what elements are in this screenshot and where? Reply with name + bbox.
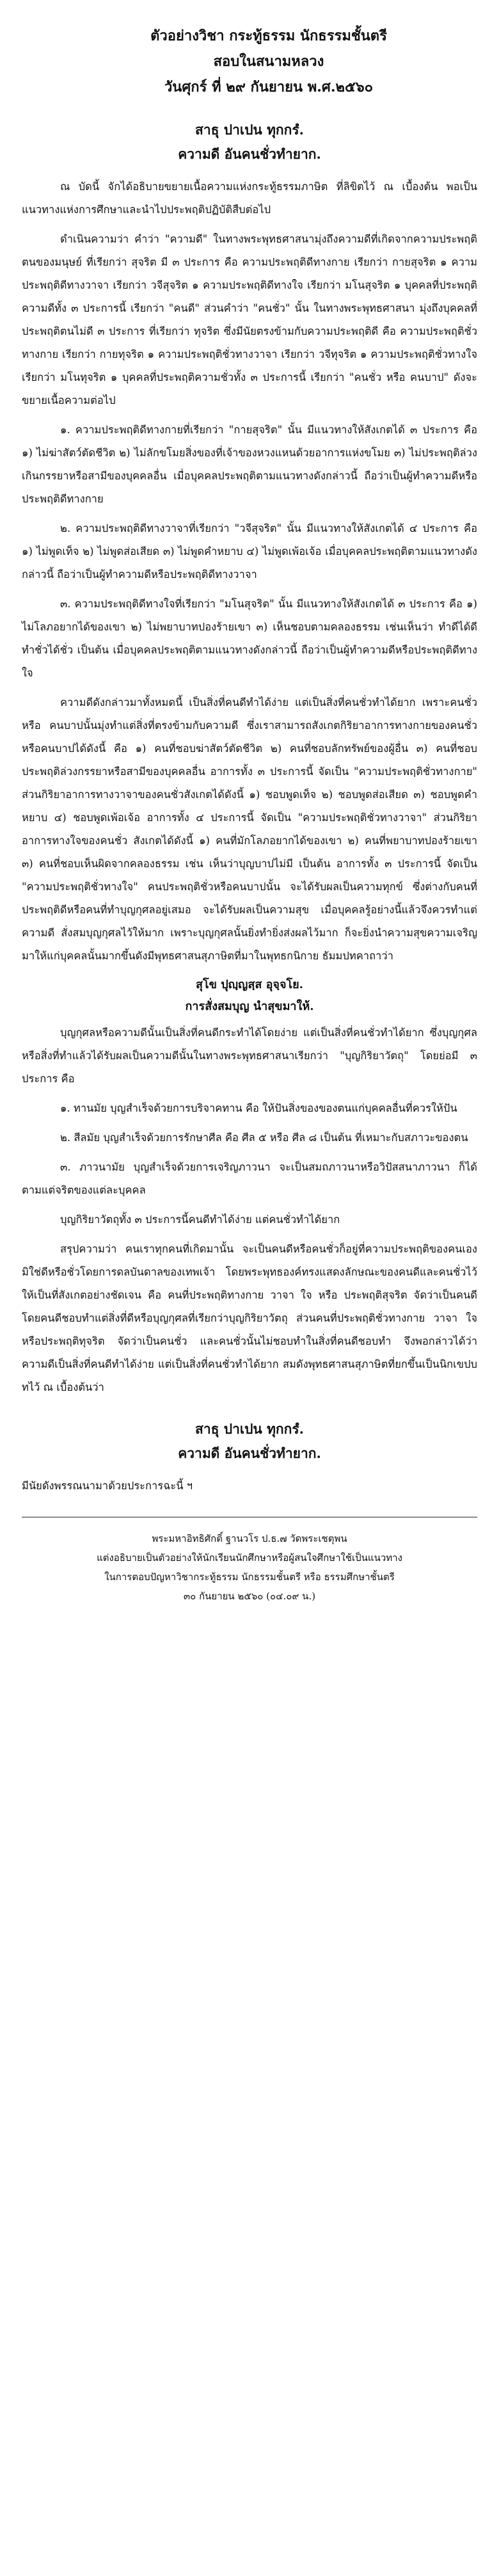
motto-translation: การสั่งสมบุญ นำสุขมาให้.: [185, 1000, 314, 1013]
body-part-2: [22, 1021, 477, 1399]
paragraph: ๓. ภาวนามัย บุญสำเร็จด้วยการเจริญภาวนา จะเป็นสมถภาวนาหรือวิปัสสนาภาวนา ก็ได้ ตามแต่จริตของแต่ละบุคคล: [22, 1161, 477, 1196]
paragraph: บุญกุศลหรือความดีนั้นเป็นสิ่งที่คนดีกระทำได้โดยง่าย แต่เป็นสิ่งที่คนชั่วทำได้ยาก ซึ่งบุญกุศลหรือสิ่งที่ทำแล้วได้รับผลเป็นความดีนั้นในทางพระพุทธศาสนาเรียกว่า "บุญกิริยาวัตถุ" โดยย่อมี ๓ ประการ คือ: [22, 1027, 477, 1085]
body-part-1: [22, 175, 477, 968]
paragraph: สรุปความว่า คนเราทุกคนที่เกิดมานั้น จะเป็นคนดีหรือคนชั่วก็อยู่ที่ความประพฤติของคนเอง มิใช่ดีหรือชั่วโดยการดลบันดาลของเทพเจ้า โดยพระพุทธองค์ทรงแสดงลักษณะของคนดีและคนชั่วไว้ให้เป็นที่สังเกตอย่างชัดเจน คือ คนที่ประพฤติทางกาย วาจา ใจ หรือ ประพฤติสุจริต จัดว่าเป็นคนดี โดยคนดีชอบทำแต่สิ่งที่ดีหรือบุญกุศลที่เรียกว่าบุญกิริยาวัตถุ ส่วนคนที่ประพฤติชั่วทางกาย วาจา ใจ หรือประพฤติทุจริต จัดว่าเป็นคนชั่ว และคนชั่วนั้นไม่ชอบทำในสิ่งที่คนดีชอบทำ จึงพอกล่าวได้ว่า ความดีเป็นสิ่งที่คนดีทำได้ง่าย แต่เป็นสิ่งที่คนชั่วทำได้ยาก สมดังพุทธศาสนสุภาษิตที่ยกขึ้นเป็นนิกเขปบทไว้ ณ เบื้องต้นว่า: [22, 1243, 477, 1393]
opening-translation: ความดี อันคนชั่วทำยาก.: [178, 146, 321, 162]
author-purpose-2: ในการตอบปัญหาวิชากระทู้ธรรม นักธรรมชั้นตรี หรือ ธรรมศึกษาชั้นตรี: [104, 1571, 395, 1583]
exam-venue: สอบในสนามหลวง: [213, 53, 324, 70]
closing-note: มีนัยดังพรรณนามาด้วยประการฉะนี้ ฯ: [22, 1480, 193, 1492]
paragraph: ดำเนินความว่า คำว่า "ความดี" ในทางพระพุทธศาสนามุ่งถึงความดีที่เกิดจากความประพฤติตนของมนุษย์ ที่เรียกว่า สุจริต มี ๓ ประการ คือ ความประพฤติดีทางกาย เรียกว่า กายสุจริต ๑ ความประพฤติดีทางวาจา เรียกว่า วจีสุจริต ๑ ความประพฤติดีทางใจ เรียกว่า มโนสุจริต ๑ บุคคลที่ประพฤติความดีทั้ง ๓ ประการนี้ เรียกว่า "คนดี" ส่วนคำว่า "คนชั่ว" นั้น ในทางพระพุทธศาสนา มุ่งถึงบุคคลที่ประพฤติตนไม่ดี ๓ ประการ ที่เรียกว่า ทุจริต ซึ่งมีนัยตรงข้ามกับความประพฤติดี คือ ความประพฤติชั่วทางกาย เรียกว่า กายทุจริต ๑ ความประพฤติชั่วทางวาจา เรียกว่า วจีทุจริต ๑ ความประพฤติชั่วทางใจ เรียกว่า มโนทุจริต ๑ บุคคลที่ประพฤติความชั่วทั้ง ๓ ประการนี้ เรียกว่า "คนชั่ว หรือ คนบาป" ดังจะขยายเนื้อความต่อไป: [22, 233, 477, 406]
closing-translation: ความดี อันคนชั่วทำยาก.: [178, 1445, 321, 1461]
paragraph: บุญกิริยาวัตถุทั้ง ๓ ประการนี้คนดีทำได้ง่าย แต่คนชั่วทำได้ยาก: [60, 1213, 340, 1226]
opening-verse: สาธุ ปาเปน ทุกกรํ.: [195, 122, 304, 138]
closing-verse-block: [22, 1417, 477, 1466]
author-name: พระมหาอิทธิศักดิ์ ฐานวโร ป.ธ.๗ วัดพระเชตุพน: [152, 1533, 347, 1544]
paragraph: ณ บัดนี้ จักได้อธิบายขยายเนื้อความแห่งกระทู้ธรรมภาษิต ที่ลิขิตไว้ ณ เบื้องต้น พอเป็นแนวทางแห่งการศึกษาและนำไปประพฤติปฏิบัติสืบต่อไป: [22, 180, 477, 216]
motto-block: [22, 974, 477, 1018]
paragraph: ๓. ความประพฤติดีทางใจที่เรียกว่า "มโนสุจริต" นั้น มีแนวทางให้สังเกตได้ ๓ ประการ คือ ๑) ไม่โลภอยากได้ของเขา ๒) ไม่พยาบาทปองร้ายเขา ๓) เห็นชอบตามคลองธรรม เช่นเห็นว่า ทำดีได้ดี ทำชั่วได้ชั่ว เป็นต้น เมื่อบุคคลประพฤติตามแนวทางดังกล่าวนี้ ถือว่าเป็นผู้ทำความดีหรือประพฤติดีทางใจ: [22, 598, 477, 679]
author-date: ๓๐ กันยายน ๒๕๖๐ (๐๔.๐๙ น.): [183, 1590, 316, 1602]
opening-verse-block: [22, 118, 477, 166]
paragraph: ๒. ความประพฤติดีทางวาจาที่เรียกว่า "วจีสุจริต" นั้น มีแนวทางให้สังเกตได้ ๔ ประการ คือ ๑) ไม่พูดเท็จ ๒) ไม่พูดส่อเสียด ๓) ไม่พูดคำหยาบ ๔) ไม่พูดเพ้อเจ้อ เมื่อบุคคลประพฤติตามแนวทางดังกล่าวนี้ ถือว่าเป็นผู้ทำความดีหรือประพฤติดีทางวาจา: [22, 522, 477, 580]
author-purpose: แต่งอธิบายเป็นตัวอย่างให้นักเรียนนักศึกษาหรือผู้สนใจศึกษาใช้เป็นแนวทาง: [97, 1552, 402, 1564]
exam-header: [60, 23, 477, 100]
exam-subject: ตัวอย่างวิชา กระทู้ธรรม นักธรรมชั้นตรี: [150, 28, 387, 44]
exam-date: วันศุกร์ ที่ ๒๙ กันยายน พ.ศ.๒๕๖๐: [164, 79, 374, 95]
paragraph: ๑. ความประพฤติดีทางกายที่เรียกว่า "กายสุจริต" นั้น มีแนวทางให้สังเกตได้ ๓ ประการ คือ ๑) ไม่ฆ่าสัตว์ตัดชีวิต ๒) ไม่ลักขโมยสิ่งของที่เจ้าของหวงแหนด้วยอาการแห่งขโมย ๓) ไม่ประพฤติล่วงเกินกรรยาหรือสามีของบุคคลอื่น เมื่อบุคคลประพฤติตามแนวทางดังกล่าวนี้ ถือว่าเป็นผู้ทำความดีหรือประพฤติดีทางกาย: [22, 424, 477, 505]
paragraph: ความดีดังกล่าวมาทั้งหมดนี้ เป็นสิ่งที่คนดีทำได้ง่าย แต่เป็นสิ่งที่คนชั่วทำได้ยาก เพราะคนชั่ว หรือ คนบาปนั้นมุ่งทำแต่สิ่งที่ตรงข้ามกับความดี ซึ่งเราสามารถสังเกตกิริยาอาการทางกายของคนชั่วหรือคนบาปได้ดังนี้ คือ ๑) คนที่ชอบฆ่าสัตว์ตัดชีวิต ๒) คนที่ชอบลักทรัพย์ของผู้อื่น ๓) คนที่ชอบประพฤติล่วงกรรยาหรือสามีของบุคคลอื่น อาการทั้ง ๓ ประการนี้ จัดเป็น "ความประพฤติชั่วทางกาย" ส่วนกิริยาอาการทางวาจาของคนชั่วสังเกตได้ดังนี้ ๑) ชอบพูดเท็จ ๒) ชอบพูดส่อเสียด ๓) ชอบพูดคำหยาบ ๔) ชอบพูดเพ้อเจ้อ อาการทั้ง ๔ ประการนี้ จัดเป็น "ความประพฤติชั่วทางวาจา" ส่วนกิริยาอาการทางใจของคนชั่ว สังเกตได้ดังนี้ ๑) คนที่มักโลภอยากได้ของเขา ๒) คนที่พยาบาทปองร้ายเขา ๓) คนที่ชอบเห็นผิดจากคลองธรรม เช่น เห็นว่าบุญบาปไม่มี เป็นต้น อาการทั้ง ๓ ประการนี้ จัดเป็น "ความประพฤติชั่วทางใจ" คนประพฤติชั่วหรือคนบาปนั้น จะได้รับผลเป็นความทุกข์ ซึ่งต่างกับคนที่ประพฤติดีหรือคนที่ทำบุญกุศลอยู่เสมอ จะได้รับผลเป็นความสุข เมื่อบุคคลรู้อย่างนี้แล้วจึงควรทำแต่ความดี สั่งสมบุญกุศลไว้ให้มาก เพราะบุญกุศลนั้นยิ่งทำยิ่งส่งผลไว้มาก ก็จะยิ่งนำความสุขความเจริญมาให้แก่บุคคลนั้นมากขึ้นดังมีพุทธศาสนสุภาษิตที่มาในพุทธกนิกาย ธัมมปทคาถาว่า: [22, 696, 477, 962]
motto-verse: สุโข ปุญฺญสฺส อุจฺจโย.: [196, 978, 303, 991]
paragraph: ๑. ทานมัย บุญสำเร็จด้วยการบริจาคทาน คือ ให้ปันสิ่งของของตนแก่บุคคลอื่นที่ควรให้ปัน: [60, 1102, 457, 1114]
closing-verse: สาธุ ปาเปน ทุกกรํ.: [195, 1421, 304, 1437]
author-footer: [22, 1529, 477, 1606]
paragraph: ๒. สีลมัย บุญสำเร็จด้วยการรักษาศีล คือ ศีล ๕ หรือ ศีล ๘ เป็นต้น ที่เหมาะกับสภาวะของตน: [60, 1132, 468, 1144]
